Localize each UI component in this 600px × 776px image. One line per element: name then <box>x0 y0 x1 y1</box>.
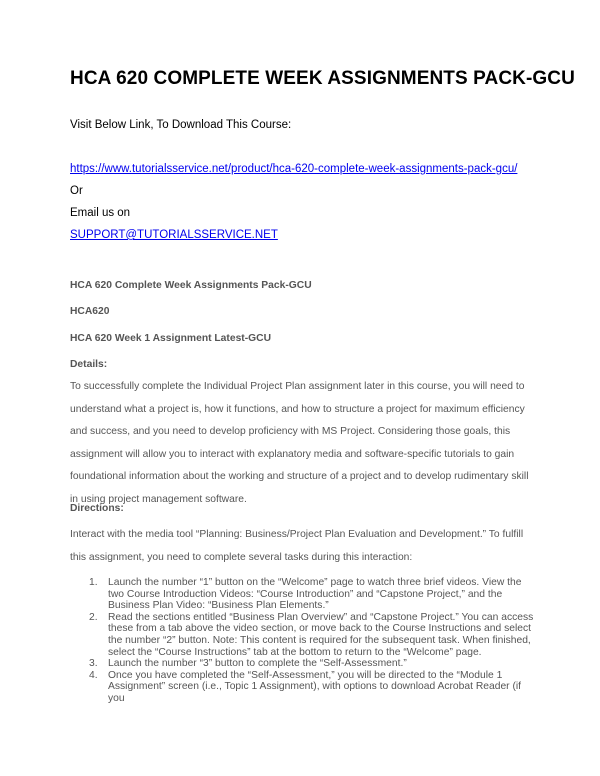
or-text: Or <box>70 185 83 197</box>
support-email-link[interactable]: SUPPORT@TUTORIALSSERVICE.NET <box>70 229 278 241</box>
pack-heading: HCA 620 Complete Week Assignments Pack-GCU <box>70 280 312 291</box>
details-label: Details: <box>70 359 108 370</box>
step-text: Launch the number “3” button to complete the “Self-Assessment.” <box>108 658 407 670</box>
course-download-link[interactable]: https://www.tutorialsservice.net/product/hca-620-complete-week-assignments-pack-gcu/ <box>70 163 518 175</box>
step-number: 2. <box>89 611 98 623</box>
step-text: Once you have completed the “Self-Assessment,” you will be directed to the “Module 1 Assignment” screen (i.e., Topic 1 Assignment), with options to download Acrobat Reader (if you <box>108 669 522 704</box>
directions-label: Directions: <box>70 503 124 514</box>
step-number: 4. <box>89 669 98 681</box>
week1-heading: HCA 620 Week 1 Assignment Latest-GCU <box>70 333 272 344</box>
visit-instruction: Visit Below Link, To Download This Course: <box>70 119 292 131</box>
course-code: HCA620 <box>70 306 110 317</box>
details-paragraph: To successfully complete the Individual Project Plan assignment later in this course, you will need to understand what a project is, how it functions, and how to structure a project for maximum efficiency and success, and you need to develop proficiency with MS Project. Considering those goals, this assignment will allow you to interact with explanatory media and software-specific tutorials to gain foundational information about the working and structure of a project and to develop rudimentary skill in using project management software. <box>70 381 529 505</box>
list-item <box>70 612 540 658</box>
step-text: Launch the number “1” button on the “Welcome” page to watch three brief videos. View the two Course Introduction Videos: “Course Introduction” and “Capstone Project,” and the Business Plan Video: “Business Plan Elements.” <box>108 577 522 612</box>
email-instruction: Email us on <box>70 207 131 219</box>
step-text: Read the sections entitled “Business Plan Overview” and “Capstone Project.” You can access these from a tab above the video section, or move back to the Course Instructions and select the number “2” button. Note: This content is required for the subsequent task. When finished, select the “Course Instructions” tab at the bottom to return to the “Welcome” page. <box>108 611 534 658</box>
list-item <box>70 658 540 670</box>
list-item <box>70 670 540 705</box>
step-number: 3. <box>89 658 98 670</box>
steps-list <box>70 577 540 705</box>
page-title: HCA 620 COMPLETE WEEK ASSIGNMENTS PACK-GCU <box>70 68 575 89</box>
list-item <box>70 577 540 612</box>
step-number: 1. <box>89 577 98 588</box>
directions-paragraph: Interact with the media tool “Planning: Business/Project Plan Evaluation and Development.” To fulfill this assignment, you need to complete several tasks during this interaction: <box>70 529 524 563</box>
